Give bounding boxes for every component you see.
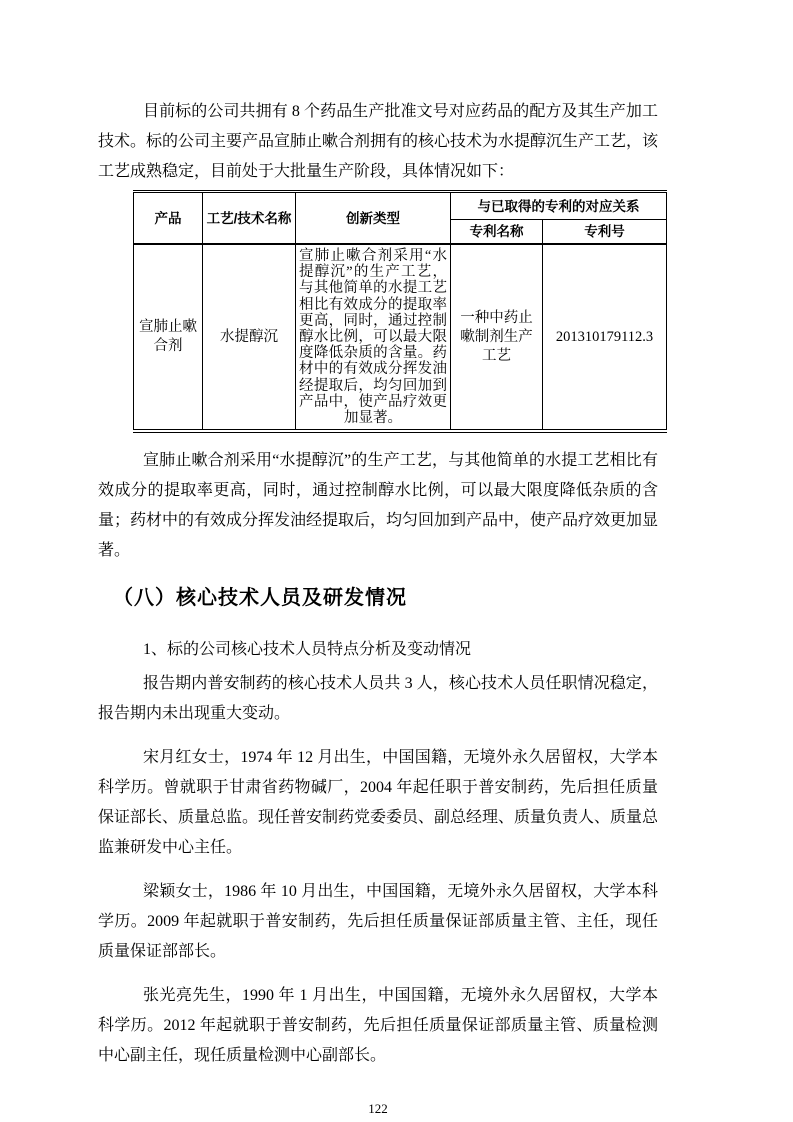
table-header xyxy=(134,192,667,245)
section-subheading: 1、标的公司核心技术人员特点分析及变动情况 xyxy=(143,641,472,659)
column-header-patent-number: 专利号 xyxy=(543,220,667,245)
patent-name-cell: 一种中药止嗽制剂生产工艺 xyxy=(451,244,543,431)
column-header-innovation-type: 创新类型 xyxy=(296,192,451,245)
column-header-product: 产品 xyxy=(134,192,203,245)
team-overview-paragraph: 报告期内普安制药的核心技术人员共 3 人，核心技术人员任职情况稳定，报告期内未出现重大变动。 xyxy=(98,675,658,723)
column-header-process: 工艺/技术名称 xyxy=(203,192,296,245)
person-bio-paragraph-song: 宋月红女士，1974 年 12 月出生，中国国籍，无境外永久居留权，大学本科学历。曾就职于甘肃省药物碱厂，2004 年起任职于普安制药，先后担任质量保证部长、质量总监。现任普安制药党委委员、副总经理、质量负责人、质量总监兼研发中心主任。 xyxy=(98,749,659,857)
page-number: 122 xyxy=(368,1101,388,1117)
person-bio-paragraph-zhang: 张光亮先生，1990 年 1 月出生，中国国籍，无境外永久居留权，大学本科学历。2012 年起就职于普安制药，先后担任质量保证部质量主管、质量检测中心副主任，现任质量检测中心副部长。 xyxy=(98,987,658,1065)
summary-paragraph: 宣肺止嗽合剂采用“水提醇沉”的生产工艺，与其他简单的水提工艺相比有效成分的提取率更高，同时，通过控制醇水比例，可以最大限度降低杂质的含量；药材中的有效成分挥发油经提取后，均匀回加到产品中，使产品疗效更加显著。 xyxy=(98,452,659,560)
section-heading: （八）核心技术人员及研发情况 xyxy=(113,587,407,610)
innovation-type-cell: 宣肺止嗽合剂采用“水提醇沉”的生产工艺，与其他简单的水提工艺相比有效成分的提取率更高，同时，通过控制醇水比例，可以最大限度降低杂质的含量。药材中的有效成分挥发油经提取后，均匀回加到产品中，使产品疗效更加显著。 xyxy=(296,244,451,431)
table-row xyxy=(134,244,667,431)
column-header-patent-group: 与已取得的专利的对应关系 xyxy=(451,192,667,220)
person-bio-paragraph-liang: 梁颖女士，1986 年 10 月出生，中国国籍，无境外永久居留权，大学本科学历。2009 年起就职于普安制药，先后担任质量保证部质量主管、主任，现任质量保证部部长。 xyxy=(98,883,658,961)
patent-number-cell: 201310179112.3 xyxy=(543,244,667,431)
core-technology-table xyxy=(133,190,667,433)
intro-paragraph: 目前标的公司共拥有 8 个药品生产批准文号对应药品的配方及其生产加工技术。标的公司主要产品宣肺止嗽合剂拥有的核心技术为水提醇沉生产工艺，该工艺成熟稳定，目前处于大批量生产阶段，具体情况如下： xyxy=(98,103,659,180)
product-cell: 宣肺止嗽合剂 xyxy=(134,244,203,431)
column-header-patent-name: 专利名称 xyxy=(451,220,543,245)
process-cell: 水提醇沉 xyxy=(203,244,296,431)
